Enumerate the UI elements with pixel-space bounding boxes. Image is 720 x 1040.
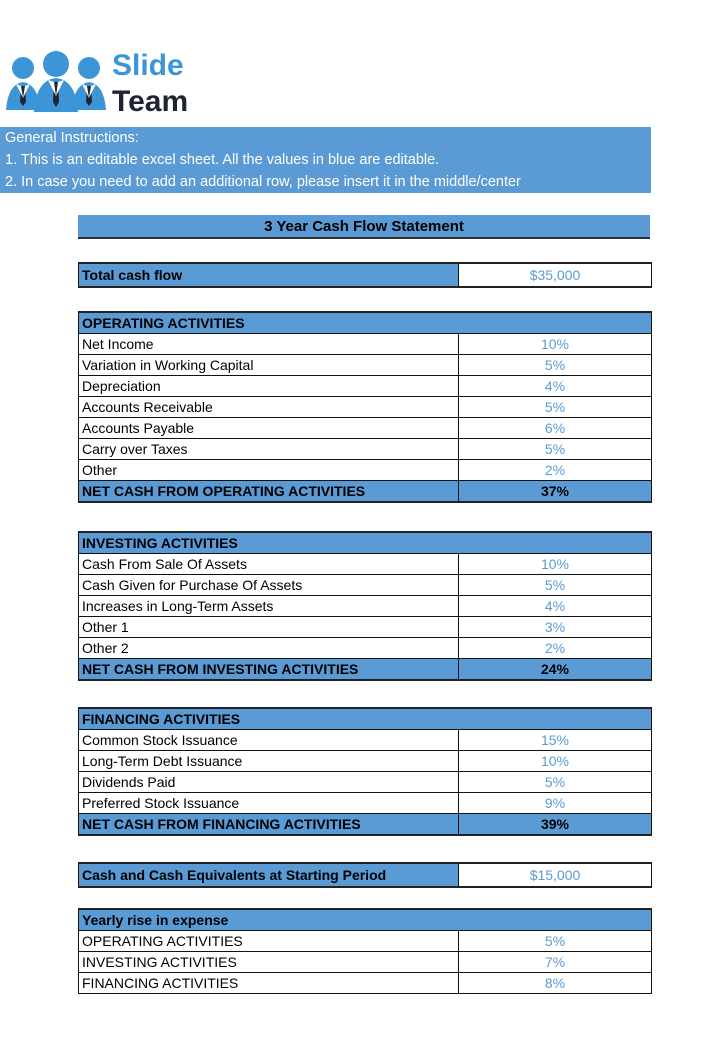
row-label: Cash Given for Purchase Of Assets [79,575,459,596]
section-header-row [79,532,652,554]
operating-total-value: 37% [459,481,652,503]
instructions-heading: General Instructions: [5,130,139,146]
row-label: Other 1 [79,617,459,638]
row-label: Other 2 [79,638,459,659]
table-row [79,952,652,973]
table-row [79,772,652,793]
financing-total-label: NET CASH FROM FINANCING ACTIVITIES [79,814,459,836]
row-value[interactable]: 5% [459,439,652,460]
table-row [79,638,652,659]
table-row [79,973,652,994]
expense-rise-header: Yearly rise in expense [79,909,652,931]
row-label: Preferred Stock Issuance [79,793,459,814]
financing-activities-table [78,707,652,836]
table-row [79,575,652,596]
row-value[interactable]: 10% [459,751,652,772]
investing-activities-table [78,531,652,681]
section-header-row [79,909,652,931]
starting-cash-value[interactable]: $15,000 [459,863,652,887]
row-label: Cash From Sale Of Assets [79,554,459,575]
brand-name-line1: Slide [112,49,184,82]
table-row [79,460,652,481]
starting-cash-table [78,862,652,888]
table-row [79,863,652,887]
investing-total-value: 24% [459,659,652,681]
table-row [79,793,652,814]
table-row [79,397,652,418]
people-icon [4,50,108,114]
table-row [79,355,652,376]
row-value[interactable]: 8% [459,973,652,994]
row-value[interactable]: 15% [459,730,652,751]
row-label: INVESTING ACTIVITIES [79,952,459,973]
row-label: OPERATING ACTIVITIES [79,931,459,952]
operating-total-label: NET CASH FROM OPERATING ACTIVITIES [79,481,459,503]
row-value[interactable]: 10% [459,554,652,575]
row-label: Accounts Payable [79,418,459,439]
row-value[interactable]: 5% [459,575,652,596]
section-total-row [79,481,652,503]
section-header-row [79,312,652,334]
row-value[interactable]: 4% [459,376,652,397]
table-row [79,554,652,575]
row-label: FINANCING ACTIVITIES [79,973,459,994]
row-label: Variation in Working Capital [79,355,459,376]
brand-name-line2: Team [112,85,189,118]
table-row [79,617,652,638]
general-instructions [0,127,651,193]
row-value[interactable]: 10% [459,334,652,355]
table-row [79,730,652,751]
row-label: Common Stock Issuance [79,730,459,751]
table-row [79,334,652,355]
total-cash-flow-label: Total cash flow [79,263,459,287]
row-value[interactable]: 2% [459,460,652,481]
row-value[interactable]: 9% [459,793,652,814]
instruction-2: 2. In case you need to add an additional row, please insert it in the middle/center [5,174,521,190]
row-label: Accounts Receivable [79,397,459,418]
row-value[interactable]: 5% [459,355,652,376]
table-row [79,931,652,952]
row-label: Dividends Paid [79,772,459,793]
section-total-row [79,814,652,836]
investing-total-label: NET CASH FROM INVESTING ACTIVITIES [79,659,459,681]
table-row [79,751,652,772]
row-label: Net Income [79,334,459,355]
financing-header: FINANCING ACTIVITIES [79,708,652,730]
operating-header: OPERATING ACTIVITIES [79,312,652,334]
row-value[interactable]: 5% [459,397,652,418]
row-value[interactable]: 3% [459,617,652,638]
financing-total-value: 39% [459,814,652,836]
section-header-row [79,708,652,730]
row-value[interactable]: 2% [459,638,652,659]
table-row [79,376,652,397]
table-row [79,418,652,439]
instruction-1: 1. This is an editable excel sheet. All the values in blue are editable. [5,152,440,168]
investing-header: INVESTING ACTIVITIES [79,532,652,554]
row-value[interactable]: 5% [459,772,652,793]
row-value[interactable]: 5% [459,931,652,952]
total-cash-flow-table [78,262,652,288]
row-value[interactable]: 6% [459,418,652,439]
operating-activities-table [78,311,652,503]
table-row [79,596,652,617]
row-label: Increases in Long-Term Assets [79,596,459,617]
row-label: Carry over Taxes [79,439,459,460]
section-total-row [79,659,652,681]
table-row [79,263,652,287]
row-value[interactable]: 4% [459,596,652,617]
table-row [79,439,652,460]
row-label: Other [79,460,459,481]
yearly-expense-rise-table [78,908,652,994]
total-cash-flow-value[interactable]: $35,000 [459,263,652,287]
row-label: Depreciation [79,376,459,397]
starting-cash-label: Cash and Cash Equivalents at Starting Period [79,863,459,887]
row-value[interactable]: 7% [459,952,652,973]
row-label: Long-Term Debt Issuance [79,751,459,772]
statement-title: 3 Year Cash Flow Statement [78,215,650,239]
